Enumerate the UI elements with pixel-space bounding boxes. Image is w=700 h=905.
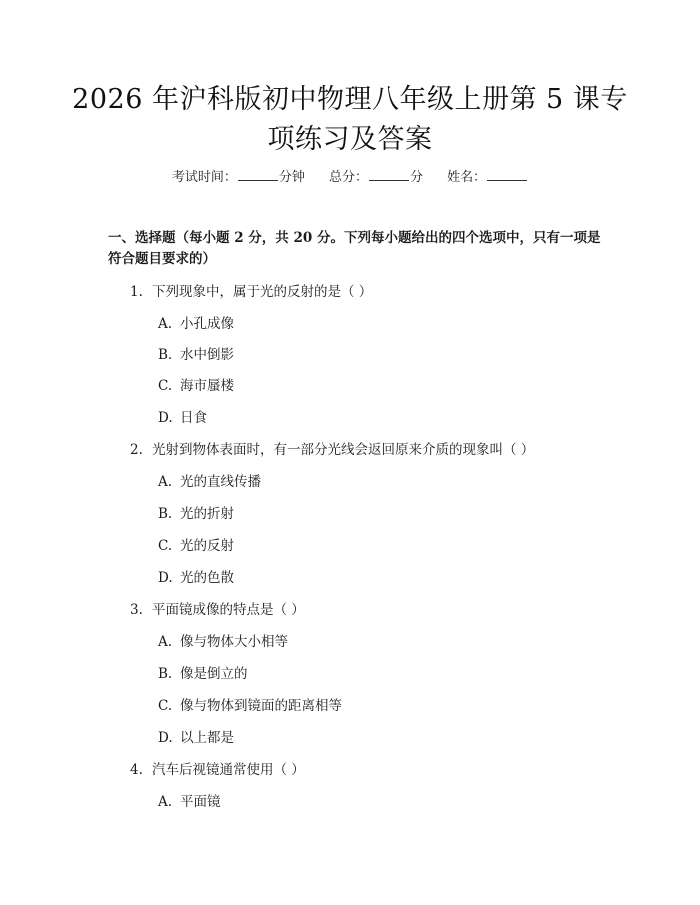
question-2-option-a[interactable] xyxy=(158,472,261,492)
question-4-option-a[interactable] xyxy=(158,792,221,812)
option-letter: C. xyxy=(158,538,173,554)
option-text: 像是倒立的 xyxy=(180,666,248,682)
title-line-2: 项练习及答案 xyxy=(267,124,433,155)
option-text: 光的直线传播 xyxy=(180,474,261,490)
question-number: 3. xyxy=(130,602,143,618)
option-letter: B. xyxy=(158,666,173,682)
option-text: 水中倒影 xyxy=(180,347,234,363)
score-label: 总分： xyxy=(328,170,368,185)
question-text: 下列现象中，属于光的反射的是（ ） xyxy=(152,284,373,300)
question-1-option-d[interactable] xyxy=(158,408,207,428)
time-blank[interactable] xyxy=(238,167,278,181)
option-text: 日食 xyxy=(180,410,207,426)
question-3-option-d[interactable] xyxy=(158,728,234,748)
option-letter: D. xyxy=(158,570,173,586)
name-blank[interactable] xyxy=(487,167,527,181)
question-2 xyxy=(130,440,534,460)
option-text: 以上都是 xyxy=(180,730,234,746)
question-text: 汽车后视镜通常使用（ ） xyxy=(152,762,305,778)
option-letter: C. xyxy=(158,698,173,714)
option-letter: A. xyxy=(158,474,173,490)
question-1-option-a[interactable] xyxy=(158,314,234,334)
time-unit: 分钟 xyxy=(278,170,305,185)
option-letter: C. xyxy=(158,378,173,394)
question-1 xyxy=(130,282,372,302)
question-3 xyxy=(130,600,305,620)
option-letter: B. xyxy=(158,506,173,522)
exam-time xyxy=(172,170,305,185)
option-text: 光的反射 xyxy=(180,538,234,554)
option-text: 像与物体到镜面的距离相等 xyxy=(180,698,342,714)
option-letter: A. xyxy=(158,794,173,810)
option-letter: A. xyxy=(158,316,173,332)
question-number: 1. xyxy=(130,284,143,300)
section-heading-line-1: 一、选择题（每小题 2 分，共 20 分。下列每小题给出的四个选项中，只有一项是 xyxy=(108,230,601,246)
exam-meta xyxy=(0,167,700,188)
question-3-option-c[interactable] xyxy=(158,696,342,716)
question-2-option-c[interactable] xyxy=(158,536,234,556)
question-3-option-a[interactable] xyxy=(158,632,288,652)
question-4 xyxy=(130,760,305,780)
option-text: 海市蜃楼 xyxy=(180,378,234,394)
option-letter: A. xyxy=(158,634,173,650)
question-text: 光射到物体表面时，有一部分光线会返回原来介质的现象叫（ ） xyxy=(152,442,535,458)
time-label: 考试时间： xyxy=(171,170,237,185)
section-heading xyxy=(108,228,608,270)
score-blank[interactable] xyxy=(369,167,409,181)
question-2-option-d[interactable] xyxy=(158,568,234,588)
question-3-option-b[interactable] xyxy=(158,664,248,684)
option-letter: B. xyxy=(158,347,173,363)
exam-score xyxy=(329,170,423,185)
exam-name xyxy=(447,170,528,185)
section-heading-line-2: 符合题目要求的） xyxy=(108,251,216,267)
option-text: 光的色散 xyxy=(180,570,234,586)
name-label: 姓名： xyxy=(447,170,487,185)
question-text: 平面镜成像的特点是（ ） xyxy=(152,602,305,618)
question-1-option-c[interactable] xyxy=(158,376,234,396)
option-text: 光的折射 xyxy=(180,506,234,522)
question-1-option-b[interactable] xyxy=(158,345,234,365)
question-2-option-b[interactable] xyxy=(158,504,234,524)
score-unit: 分 xyxy=(410,170,424,185)
question-number: 4. xyxy=(130,762,143,778)
title-line-1: 2026 年沪科版初中物理八年级上册第 5 课专 xyxy=(72,84,628,115)
question-number: 2. xyxy=(130,442,143,458)
option-letter: D. xyxy=(158,730,173,746)
option-text: 像与物体大小相等 xyxy=(180,634,288,650)
exam-title xyxy=(60,80,640,160)
option-letter: D. xyxy=(158,410,173,426)
option-text: 小孔成像 xyxy=(180,316,234,332)
option-text: 平面镜 xyxy=(180,794,221,810)
